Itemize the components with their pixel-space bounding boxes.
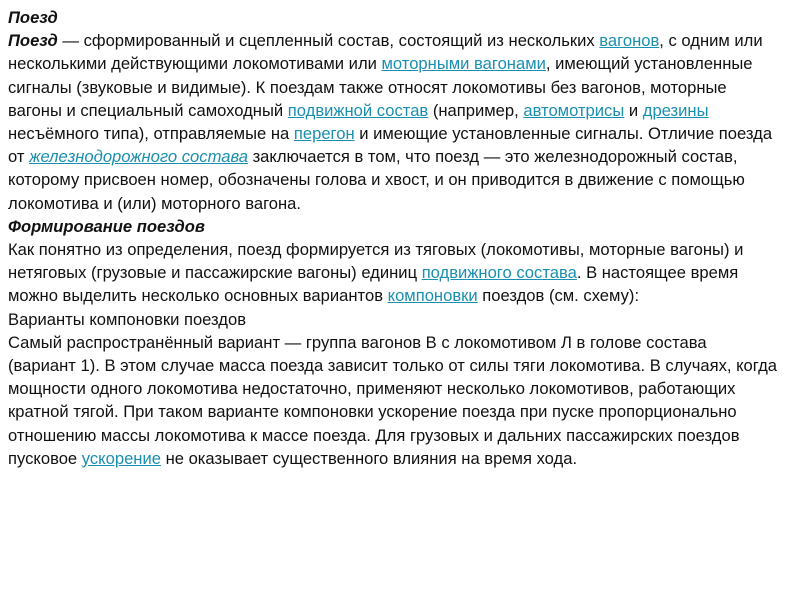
link-wagons[interactable]: вагонов xyxy=(599,31,660,51)
link-railcars[interactable]: автомотрисы xyxy=(523,100,625,120)
link-rolling-stock[interactable]: подвижной состав xyxy=(287,100,429,120)
text-run: заключается в том, что поезд — это железнодорожный состав, которому присвоен номер, обозначены голова и хвост, и он приводится в движение с помощью локомотива и (или) моторного вагона. xyxy=(8,147,745,213)
text-run: не оказывает существенного влияния на время хода. xyxy=(160,448,578,468)
definition-term: Поезд xyxy=(8,31,58,51)
link-railway-consist[interactable]: железнодорожного состава xyxy=(29,147,248,167)
article-title: Поезд xyxy=(8,8,58,27)
link-rolling-stock-units[interactable]: подвижного состава xyxy=(421,263,577,283)
link-motor-wagons[interactable]: моторными вагонами xyxy=(381,54,546,74)
text-run: . В настоящее время можно выделить несколько основных вариантов xyxy=(8,263,739,306)
text-run: несъёмного типа), отправляемые на xyxy=(8,124,294,144)
link-draisines[interactable]: дрезины xyxy=(642,100,709,120)
text-run: , имеющий установленные сигналы (звуковые и видимые). К поездам также относят локомотивы без вагонов, моторные вагоны и специальный самоходный xyxy=(8,54,753,120)
text-run: Самый распространённый вариант — группа вагонов В с локомотивом Л в голове состава (вариант 1). В этом случае масса поезда зависит только от силы тяги локомотива. В случаях, когда мощности одного локомотива недостаточно, применяют несколько локомотивов, работающих кратной тягой. При таком варианте компоновки ускорение поезда при пуске пропорционально отношению массы локомотива к массе поезда. Для грузовых и дальних пассажирских поездов пусковое xyxy=(8,332,777,468)
text-run: , с одним или несколькими действующими локомотивами или xyxy=(8,31,763,74)
variant1-paragraph xyxy=(8,331,778,470)
link-layout[interactable]: компоновки xyxy=(387,286,478,306)
text-run: и xyxy=(624,100,643,120)
text-run: Как понятно из определения, поезд формируется из тяговых (локомотивы, моторные вагоны) и нетяговых (грузовые и пассажирские вагоны) единиц xyxy=(8,240,744,283)
definition-paragraph xyxy=(8,29,778,215)
text-run: (например, xyxy=(428,100,524,120)
formation-paragraph xyxy=(8,238,778,308)
section-heading-formation: Формирование поездов xyxy=(8,216,205,236)
variants-heading: Варианты компоновки поездов xyxy=(8,309,247,329)
text-run: и имеющие установленные сигналы. Отличие поезда от xyxy=(8,124,773,167)
text-run: поездов (см. схему): xyxy=(477,286,640,306)
text-run: — сформированный и сцепленный состав, состоящий из нескольких xyxy=(57,31,600,51)
link-acceleration[interactable]: ускорение xyxy=(81,448,161,468)
link-track-section[interactable]: перегон xyxy=(293,124,355,144)
